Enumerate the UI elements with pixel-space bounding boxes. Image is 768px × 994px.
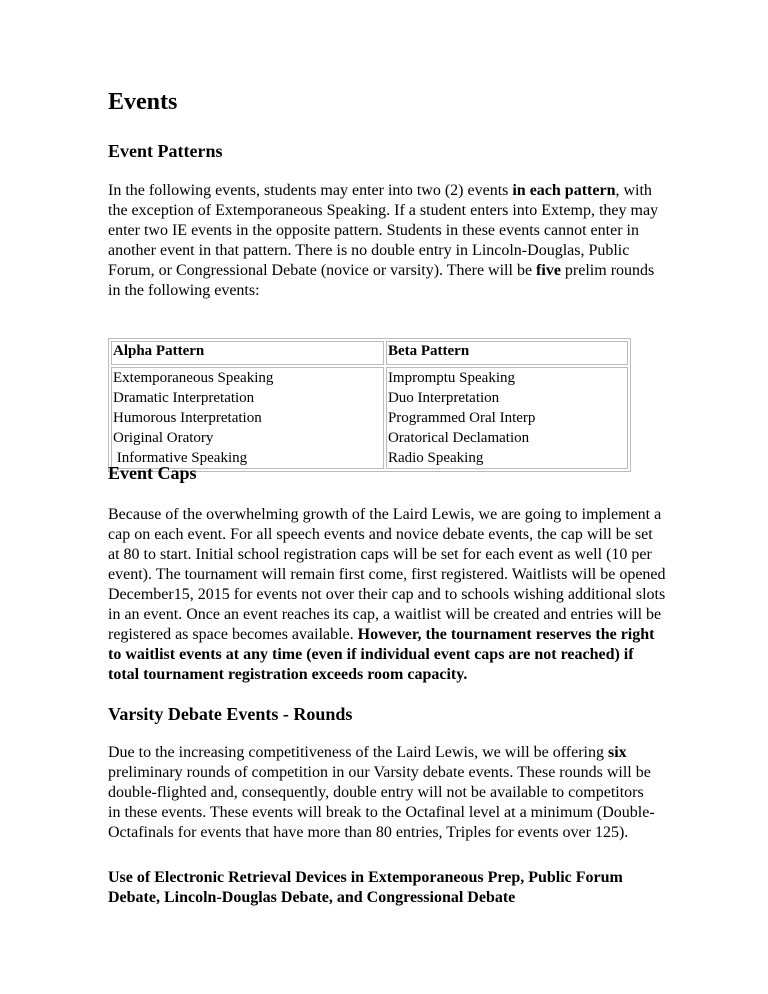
event-patterns-paragraph — [108, 181, 663, 301]
event-patterns-text-1: In the following events, students may enter into two (2) events — [108, 182, 513, 199]
beta-event: Impromptu Speaking — [387, 370, 516, 386]
patterns-table — [108, 338, 631, 472]
alpha-pattern-cell — [111, 367, 384, 469]
section-heading-varsity-debate: Varsity Debate Events - Rounds — [108, 704, 353, 724]
page-title: Events — [108, 89, 178, 115]
varsity-bold: six — [608, 744, 627, 761]
beta-event: Programmed Oral Interp — [387, 410, 536, 426]
varsity-paragraph — [108, 743, 658, 843]
alpha-pattern-header: Alpha Pattern — [111, 341, 384, 365]
beta-event: Radio Speaking — [387, 450, 484, 466]
varsity-text-2: preliminary rounds of competition in our Varsity debate events. These rounds will be double-flighted and, consequently, double entry will not be available to competitors in these events. These events will break to the Octafinal level at a minimum (Double-Octafinals for events that have more than 80 entries, Triples for events over 125). — [108, 764, 655, 841]
beta-pattern-header: Beta Pattern — [386, 341, 628, 365]
event-patterns-bold-1: in each pattern — [512, 182, 616, 199]
event-patterns-text-3: prelim rounds in the following events: — [108, 262, 655, 299]
section-heading-event-patterns: Event Patterns — [108, 141, 223, 161]
electronic-devices-heading: Use of Electronic Retrieval Devices in Extemporaneous Prep, Public Forum Debate, Lincoln-Douglas Debate, and Congressional Debate — [108, 869, 623, 906]
beta-pattern-cell — [386, 367, 628, 469]
section-heading-event-caps: Event Caps — [108, 463, 197, 483]
alpha-event: Informative Speaking — [113, 450, 248, 466]
patterns-table-body-row — [111, 367, 628, 469]
event-patterns-bold-2: five — [536, 262, 561, 279]
event-patterns-text-2: , with the exception of Extemporaneous Speaking. If a student enters into Extemp, they may enter two IE events in the opposite pattern. Students in these events cannot enter in another event in that pattern. There is no double entry in Lincoln-Douglas, Public Forum, or Congressional Debate (novice or varsity). There will be — [108, 182, 659, 279]
event-caps-bold: However, the tournament reserves the right to waitlist events at any time (even if individual event caps are not reached) if total tournament registration exceeds room capacity. — [108, 626, 655, 683]
event-caps-paragraph — [108, 505, 666, 685]
event-caps-text: Because of the overwhelming growth of the Laird Lewis, we are going to implement a cap on each event. For all speech events and novice debate events, the cap will be set at 80 to start. Initial school registration caps will be set for each event as well (10 per event). The tournament will remain first come, first registered. Waitlists will be opened December15, 2015 for events not over their cap and to schools wishing additional slots in an event. Once an event reaches its cap, a waitlist will be created and entries will be registered as space becomes available. — [108, 506, 666, 643]
patterns-table-header-row — [111, 341, 628, 365]
beta-event: Duo Interpretation — [387, 390, 500, 406]
alpha-event: Humorous Interpretation — [113, 410, 262, 426]
alpha-event: Original Oratory — [113, 430, 214, 446]
varsity-text-1: Due to the increasing competitiveness of the Laird Lewis, we will be offering — [108, 744, 608, 761]
alpha-event: Extemporaneous Speaking — [113, 370, 274, 386]
beta-event: Oratorical Declamation — [387, 430, 530, 446]
alpha-event: Dramatic Interpretation — [113, 390, 255, 406]
